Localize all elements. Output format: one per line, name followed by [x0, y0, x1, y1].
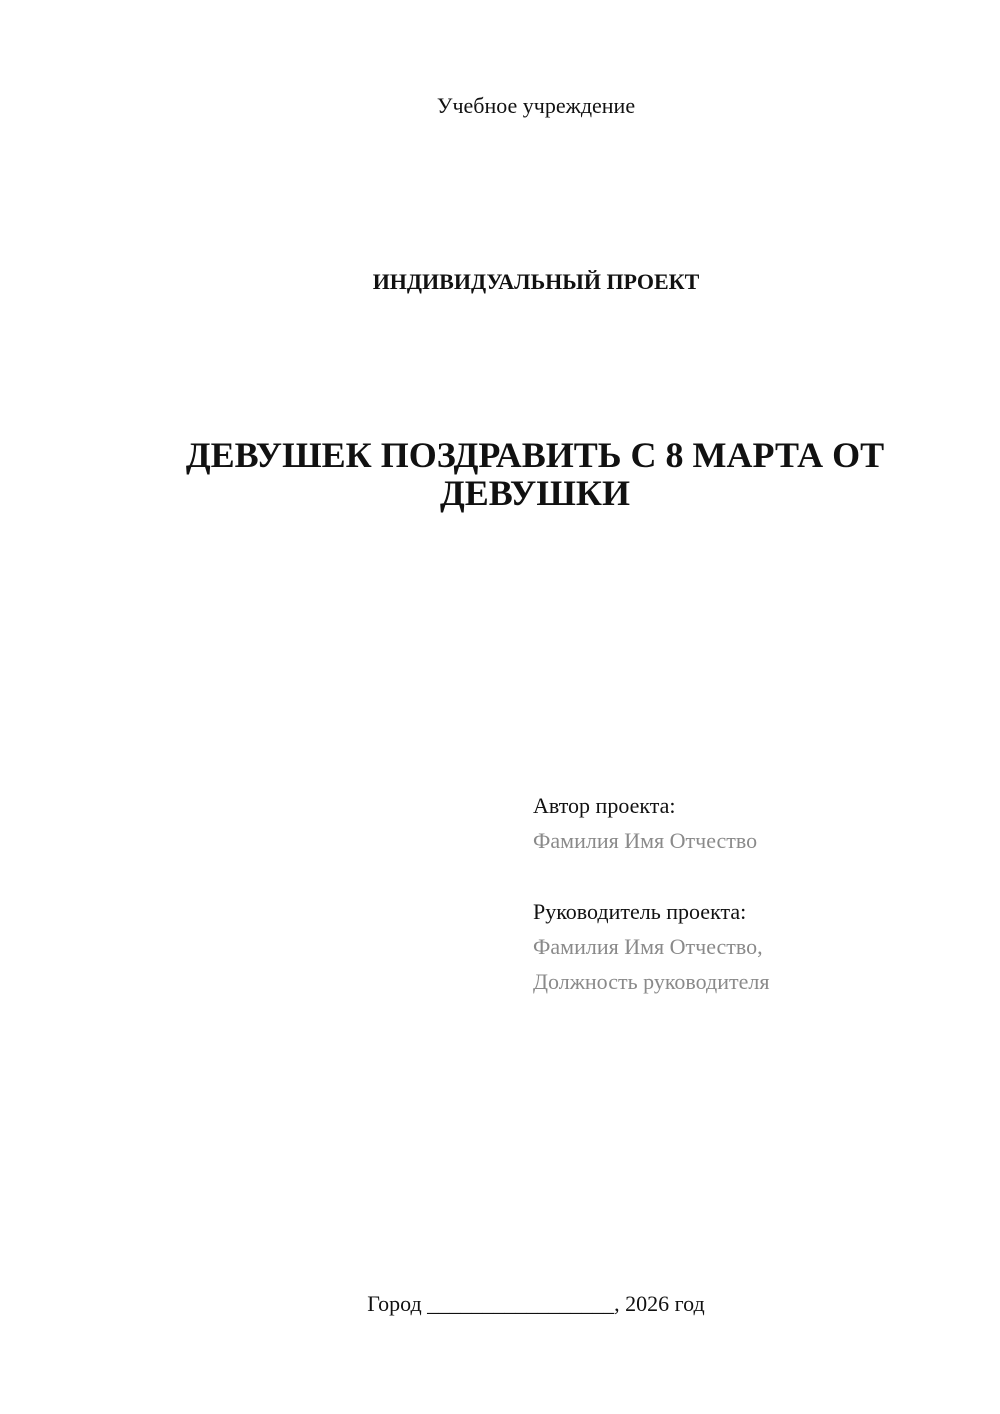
supervisor-section	[533, 894, 973, 999]
city-year-line	[72, 1290, 1000, 1318]
year-text: , 2026 год	[614, 1291, 705, 1316]
author-label: Автор проекта:	[533, 793, 676, 818]
city-label: Город	[367, 1291, 422, 1316]
author-section	[533, 788, 973, 858]
city-blank: _________________	[427, 1291, 615, 1316]
author-name-placeholder: Фамилия Имя Отчество	[533, 828, 758, 853]
supervisor-label: Руководитель проекта:	[533, 899, 747, 924]
document-type: ИНДИВИДУАЛЬНЫЙ ПРОЕКТ	[372, 269, 700, 294]
supervisor-position-placeholder: Должность руководителя	[533, 969, 770, 994]
signature-block	[533, 788, 973, 999]
supervisor-name-placeholder: Фамилия Имя Отчество,	[533, 934, 763, 959]
institution-name: Учебное учреждение	[436, 93, 636, 118]
project-topic-title: ДЕВУШЕК ПОЗДРАВИТЬ С 8 МАРТА ОТ ДЕВУШКИ	[185, 435, 885, 513]
